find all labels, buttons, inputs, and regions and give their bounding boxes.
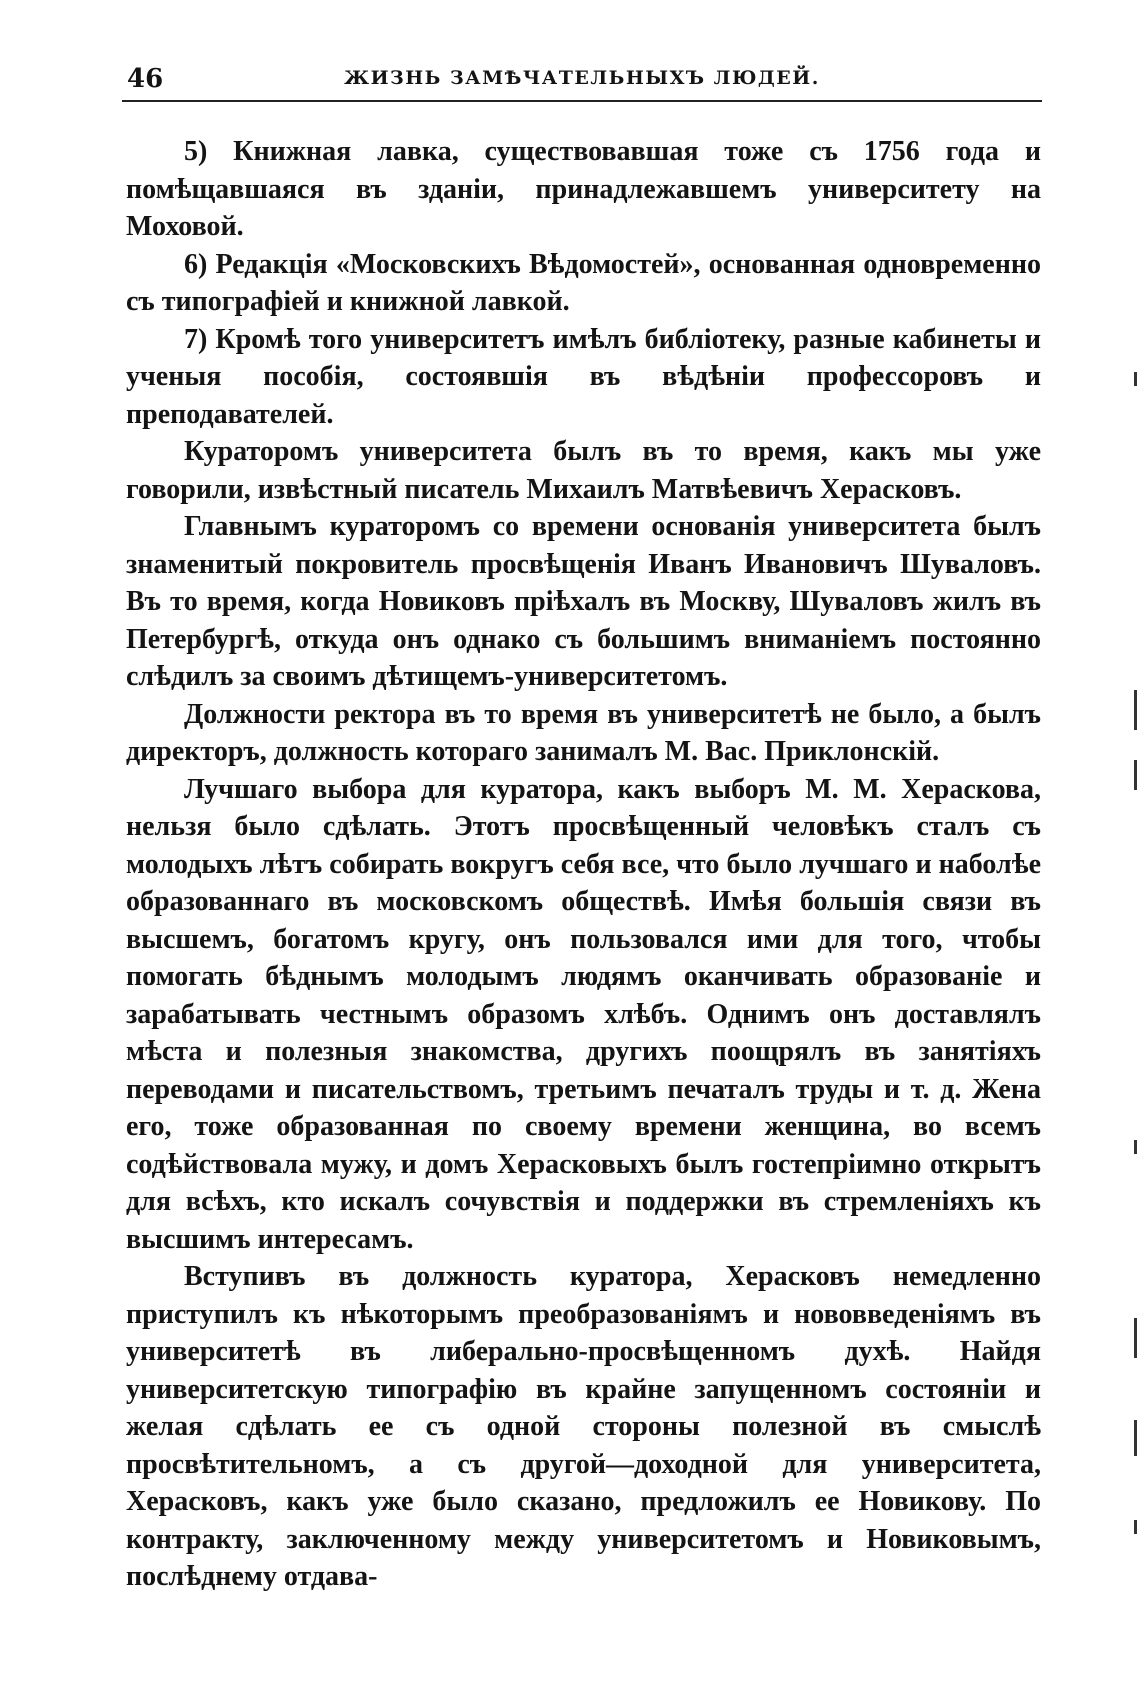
page-number: 46 [127,64,164,94]
scan-edge-mark [1134,1140,1137,1154]
scan-edge-mark [1134,1420,1137,1456]
scan-edge-mark [1134,690,1137,730]
running-title: ЖИЗНЬ ЗАМѢЧАТЕЛЬНЫХЪ ЛЮДЕЙ. [344,67,820,89]
paragraph-curator: Кураторомъ университета былъ въ то время, какъ мы уже говорили, извѣстный писатель Михаилъ Матвѣевичъ Херасковъ. [126,436,1041,505]
scan-edge-mark [1134,1520,1137,1534]
paragraph-reforms: Вступивъ въ должность куратора, Херасковъ немедленно приступилъ къ нѣкоторымъ преобразованіямъ и нововведеніямъ въ университетѣ въ либерально-просвѣщенномъ духѣ. Найдя университетскую типографію въ крайне запущенномъ состояніи и желая сдѣлать ее съ одной стороны полезной въ смыслѣ просвѣтительномъ, а съ другой—доходной для университета, Херасковъ, какъ уже было сказано, предложилъ ее Новикову. По контракту, заключенному между университетомъ и Новиковымъ, послѣднему отдава- [126,1261,1041,1592]
paragraph-chief-curator: Главнымъ кураторомъ со времени основанія университета былъ знаменитый покровитель просвѣщенія Иванъ Ивановичъ Шуваловъ. Въ то время, когда Новиковъ пріѣхалъ въ Москву, Шуваловъ жилъ въ Петербургѣ, откуда онъ однако съ большимъ вниманіемъ постоянно слѣдилъ за своимъ дѣтищемъ-университетомъ. [126,511,1041,692]
paragraph-director: Должности ректора въ то время въ университетѣ не было, а былъ директоръ, должность котораго занималъ М. Вас. Приклонскій. [126,698,1041,767]
scan-edge-mark [1134,1318,1137,1358]
paragraph-kheraskov: Лучшаго выбора для куратора, какъ выборъ М. М. Хераскова, нельзя было сдѣлать. Этотъ просвѣщенный человѣкъ сталъ съ молодыхъ лѣтъ собирать вокругъ себя все, что было лучшаго и наболѣе образованнаго въ московскомъ обществѣ. Имѣя большія связи въ высшемъ, богатомъ кругу, онъ пользовался ими для того, чтобы помогать бѣднымъ молодымъ людямъ оканчивать образованіе и зарабатывать честнымъ образомъ хлѣбъ. Однимъ онъ доставлялъ мѣста и полезныя знакомства, другихъ поощрялъ въ занятіяхъ переводами и писательствомъ, третьимъ печаталъ труды и т. д. Жена его, тоже образованная по своему времени женщина, во всемъ содѣйствовала мужу, и домъ Херасковыхъ былъ гостепріимно открытъ для всѣхъ, кто искалъ сочувствія и поддержки въ стремленіяхъ къ высшимъ интересамъ. [126,773,1041,1255]
paragraph-library: 7) Кромѣ того университетъ имѣлъ библіотеку, разные кабинеты и ученыя пособія, состоявшія въ вѣдѣніи профессоровъ и преподавателей. [126,323,1041,430]
scan-edge-mark [1134,760,1137,790]
body-text [126,133,1041,1596]
page-header [122,62,1042,96]
header-rule [122,100,1042,102]
paragraph-editorial-office: 6) Редакція «Московскихъ Вѣдомостей», основанная одновременно съ типографіей и книжной лавкой. [126,248,1041,317]
paragraph-bookshop: 5) Книжная лавка, существовавшая тоже съ 1756 года и помѣщавшаяся въ зданіи, принадлежавшемъ университету на Моховой. [126,136,1041,242]
scan-edge-mark [1134,372,1137,386]
